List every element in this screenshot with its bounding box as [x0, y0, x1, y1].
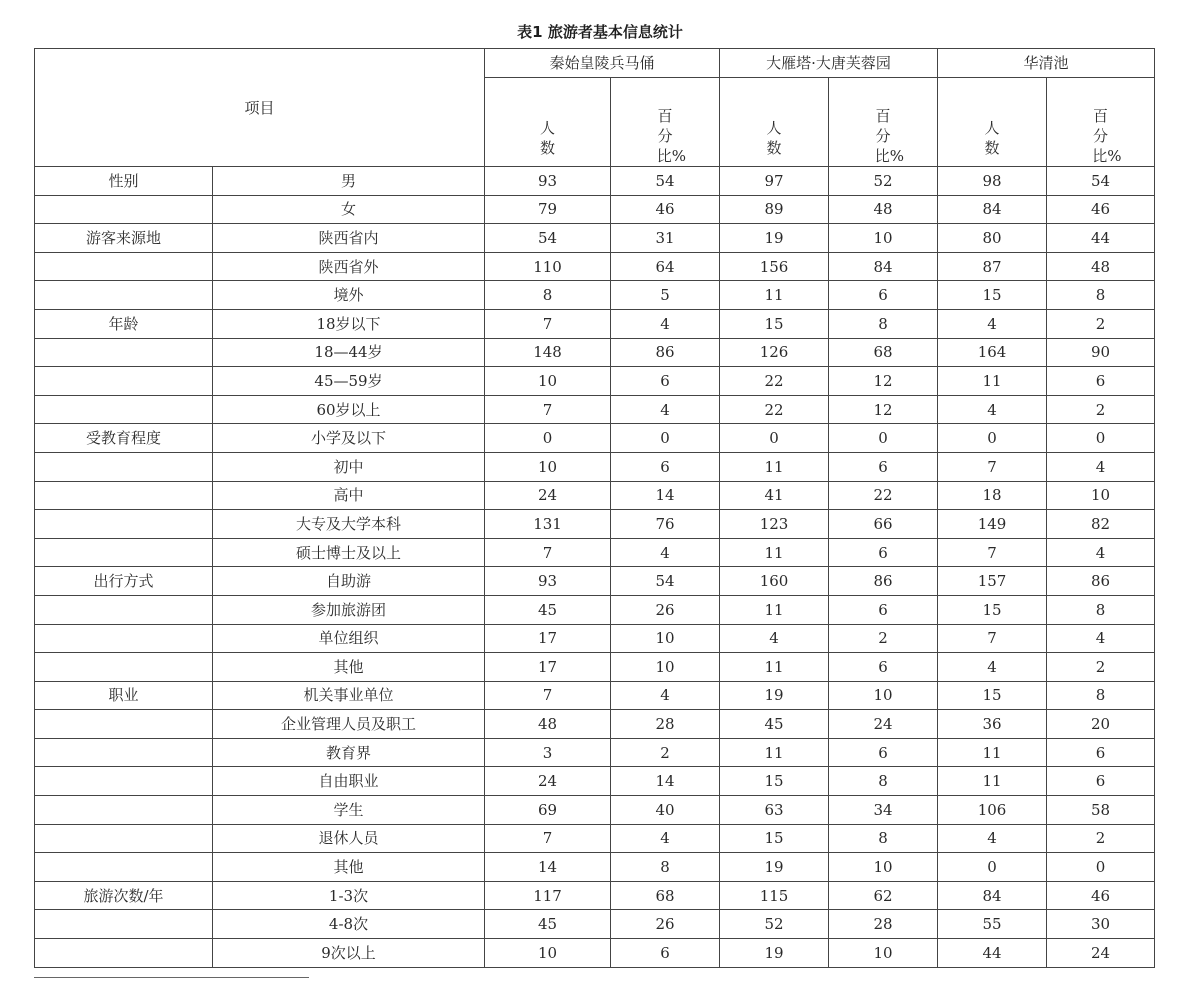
category-cell — [35, 452, 213, 481]
table-row — [35, 281, 1155, 310]
header-row-sites — [35, 49, 1155, 78]
percent-cell: 12 — [829, 367, 938, 396]
table-row — [35, 510, 1155, 539]
percent-cell: 4 — [611, 824, 720, 853]
percent-header: 百分比% — [1047, 78, 1155, 167]
site-header-terracotta: 秦始皇陵兵马俑 — [485, 49, 720, 78]
count-cell: 55 — [938, 910, 1047, 939]
table-body — [35, 167, 1155, 968]
table-row — [35, 195, 1155, 224]
category-cell — [35, 338, 213, 367]
count-cell: 7 — [938, 452, 1047, 481]
table-row — [35, 167, 1155, 196]
percent-cell: 6 — [829, 452, 938, 481]
category-cell: 出行方式 — [35, 567, 213, 596]
item-cell: 境外 — [213, 281, 485, 310]
footnote-separator — [34, 977, 309, 978]
percent-cell: 6 — [1047, 367, 1155, 396]
percent-cell: 52 — [829, 167, 938, 196]
count-cell: 117 — [485, 881, 611, 910]
count-cell: 0 — [720, 424, 829, 453]
category-cell — [35, 595, 213, 624]
count-cell: 8 — [485, 281, 611, 310]
count-cell: 24 — [485, 481, 611, 510]
table-row — [35, 910, 1155, 939]
percent-cell: 48 — [1047, 252, 1155, 281]
count-cell: 11 — [720, 653, 829, 682]
percent-cell: 8 — [829, 767, 938, 796]
table-row — [35, 767, 1155, 796]
count-cell: 15 — [938, 595, 1047, 624]
item-cell: 小学及以下 — [213, 424, 485, 453]
category-cell — [35, 939, 213, 968]
item-cell: 参加旅游团 — [213, 595, 485, 624]
category-cell — [35, 796, 213, 825]
table-row — [35, 567, 1155, 596]
count-header: 人数 — [720, 78, 829, 167]
percent-cell: 28 — [611, 710, 720, 739]
item-cell: 硕士博士及以上 — [213, 538, 485, 567]
percent-cell: 24 — [829, 710, 938, 739]
category-cell — [35, 710, 213, 739]
table-caption: 表1 旅游者基本信息统计 — [517, 23, 683, 41]
percent-cell: 86 — [611, 338, 720, 367]
category-cell: 职业 — [35, 681, 213, 710]
category-cell — [35, 853, 213, 882]
site-header-big-wild-goose-pagoda: 大雁塔·大唐芙蓉园 — [720, 49, 938, 78]
count-cell: 126 — [720, 338, 829, 367]
item-cell: 18—44岁 — [213, 338, 485, 367]
count-cell: 15 — [938, 681, 1047, 710]
percent-cell: 4 — [1047, 452, 1155, 481]
count-cell: 149 — [938, 510, 1047, 539]
count-cell: 131 — [485, 510, 611, 539]
percent-cell: 4 — [1047, 624, 1155, 653]
count-cell: 93 — [485, 167, 611, 196]
percent-cell: 22 — [829, 481, 938, 510]
count-cell: 164 — [938, 338, 1047, 367]
count-cell: 10 — [485, 939, 611, 968]
count-cell: 19 — [720, 224, 829, 253]
item-cell: 男 — [213, 167, 485, 196]
count-cell: 148 — [485, 338, 611, 367]
percent-cell: 68 — [611, 881, 720, 910]
percent-cell: 6 — [611, 367, 720, 396]
item-cell: 4-8次 — [213, 910, 485, 939]
table-row — [35, 710, 1155, 739]
percent-cell: 46 — [1047, 195, 1155, 224]
category-cell — [35, 624, 213, 653]
count-cell: 45 — [720, 710, 829, 739]
count-cell: 0 — [485, 424, 611, 453]
percent-cell: 4 — [611, 395, 720, 424]
category-cell: 旅游次数/年 — [35, 881, 213, 910]
category-cell — [35, 481, 213, 510]
category-cell — [35, 910, 213, 939]
percent-cell: 8 — [829, 824, 938, 853]
count-cell: 45 — [485, 910, 611, 939]
count-cell: 7 — [485, 395, 611, 424]
count-cell: 45 — [485, 595, 611, 624]
percent-cell: 84 — [829, 252, 938, 281]
count-cell: 110 — [485, 252, 611, 281]
count-cell: 15 — [720, 767, 829, 796]
percent-cell: 5 — [611, 281, 720, 310]
percent-cell: 54 — [1047, 167, 1155, 196]
percent-cell: 10 — [829, 224, 938, 253]
percent-cell: 10 — [1047, 481, 1155, 510]
percent-header: 百分比% — [611, 78, 720, 167]
count-cell: 11 — [720, 452, 829, 481]
table-row — [35, 881, 1155, 910]
count-cell: 79 — [485, 195, 611, 224]
percent-cell: 2 — [1047, 824, 1155, 853]
count-cell: 69 — [485, 796, 611, 825]
item-cell: 退休人员 — [213, 824, 485, 853]
table-row — [35, 338, 1155, 367]
item-cell: 其他 — [213, 653, 485, 682]
percent-cell: 4 — [1047, 538, 1155, 567]
percent-cell: 8 — [1047, 595, 1155, 624]
count-cell: 93 — [485, 567, 611, 596]
category-cell — [35, 367, 213, 396]
percent-cell: 46 — [1047, 881, 1155, 910]
item-cell: 陕西省内 — [213, 224, 485, 253]
count-cell: 123 — [720, 510, 829, 539]
count-cell: 7 — [938, 538, 1047, 567]
table-row — [35, 424, 1155, 453]
table-row — [35, 252, 1155, 281]
category-cell: 受教育程度 — [35, 424, 213, 453]
count-cell: 24 — [485, 767, 611, 796]
percent-cell: 48 — [829, 195, 938, 224]
percent-header: 百分比% — [829, 78, 938, 167]
table-row — [35, 595, 1155, 624]
count-cell: 10 — [485, 452, 611, 481]
percent-cell: 26 — [611, 595, 720, 624]
count-cell: 160 — [720, 567, 829, 596]
item-cell: 初中 — [213, 452, 485, 481]
percent-cell: 90 — [1047, 338, 1155, 367]
percent-cell: 58 — [1047, 796, 1155, 825]
percent-cell: 10 — [829, 939, 938, 968]
percent-cell: 82 — [1047, 510, 1155, 539]
count-cell: 0 — [938, 424, 1047, 453]
count-cell: 11 — [720, 281, 829, 310]
percent-cell: 2 — [1047, 395, 1155, 424]
count-cell: 0 — [938, 853, 1047, 882]
percent-cell: 4 — [611, 309, 720, 338]
table-row — [35, 309, 1155, 338]
item-cell: 1-3次 — [213, 881, 485, 910]
count-cell: 11 — [720, 738, 829, 767]
percent-cell: 10 — [611, 624, 720, 653]
category-cell — [35, 281, 213, 310]
item-cell: 陕西省外 — [213, 252, 485, 281]
percent-cell: 0 — [1047, 424, 1155, 453]
item-cell: 高中 — [213, 481, 485, 510]
count-cell: 4 — [720, 624, 829, 653]
item-header: 项目 — [35, 49, 485, 167]
percent-cell: 8 — [611, 853, 720, 882]
table-row — [35, 824, 1155, 853]
item-cell: 9次以上 — [213, 939, 485, 968]
count-cell: 4 — [938, 824, 1047, 853]
count-cell: 41 — [720, 481, 829, 510]
percent-cell: 6 — [829, 595, 938, 624]
count-cell: 11 — [938, 367, 1047, 396]
percent-cell: 6 — [829, 653, 938, 682]
percent-cell: 10 — [829, 853, 938, 882]
percent-cell: 34 — [829, 796, 938, 825]
category-cell — [35, 195, 213, 224]
count-cell: 19 — [720, 681, 829, 710]
count-cell: 7 — [485, 681, 611, 710]
count-cell: 11 — [720, 538, 829, 567]
category-cell — [35, 767, 213, 796]
count-cell: 14 — [485, 853, 611, 882]
table-row — [35, 939, 1155, 968]
percent-cell: 0 — [611, 424, 720, 453]
percent-cell: 28 — [829, 910, 938, 939]
count-cell: 84 — [938, 195, 1047, 224]
count-cell: 48 — [485, 710, 611, 739]
count-cell: 15 — [720, 824, 829, 853]
category-cell: 游客来源地 — [35, 224, 213, 253]
table-row — [35, 738, 1155, 767]
count-cell: 7 — [485, 309, 611, 338]
category-cell — [35, 510, 213, 539]
item-cell: 企业管理人员及职工 — [213, 710, 485, 739]
item-cell: 学生 — [213, 796, 485, 825]
count-cell: 15 — [720, 309, 829, 338]
count-cell: 7 — [485, 538, 611, 567]
category-cell — [35, 824, 213, 853]
percent-cell: 40 — [611, 796, 720, 825]
percent-cell: 24 — [1047, 939, 1155, 968]
count-cell: 11 — [938, 738, 1047, 767]
percent-cell: 6 — [829, 281, 938, 310]
percent-cell: 20 — [1047, 710, 1155, 739]
percent-cell: 2 — [829, 624, 938, 653]
category-cell: 年龄 — [35, 309, 213, 338]
count-header: 人数 — [938, 78, 1047, 167]
table-row — [35, 796, 1155, 825]
percent-cell: 6 — [611, 939, 720, 968]
count-cell: 15 — [938, 281, 1047, 310]
count-cell: 10 — [485, 367, 611, 396]
count-cell: 4 — [938, 653, 1047, 682]
percent-cell: 66 — [829, 510, 938, 539]
percent-cell: 2 — [1047, 653, 1155, 682]
count-cell: 22 — [720, 395, 829, 424]
item-cell: 教育界 — [213, 738, 485, 767]
percent-cell: 4 — [611, 681, 720, 710]
count-cell: 17 — [485, 653, 611, 682]
item-cell: 大专及大学本科 — [213, 510, 485, 539]
count-cell: 36 — [938, 710, 1047, 739]
count-header: 人数 — [485, 78, 611, 167]
count-cell: 11 — [720, 595, 829, 624]
percent-cell: 8 — [1047, 681, 1155, 710]
percent-cell: 64 — [611, 252, 720, 281]
percent-cell: 6 — [1047, 738, 1155, 767]
category-cell — [35, 653, 213, 682]
count-cell: 156 — [720, 252, 829, 281]
count-cell: 87 — [938, 252, 1047, 281]
category-cell — [35, 738, 213, 767]
percent-cell: 4 — [611, 538, 720, 567]
percent-cell: 2 — [1047, 309, 1155, 338]
percent-cell: 54 — [611, 167, 720, 196]
table-row — [35, 681, 1155, 710]
category-cell — [35, 538, 213, 567]
count-cell: 84 — [938, 881, 1047, 910]
table-row — [35, 481, 1155, 510]
percent-cell: 26 — [611, 910, 720, 939]
percent-cell: 86 — [1047, 567, 1155, 596]
count-cell: 44 — [938, 939, 1047, 968]
item-cell: 女 — [213, 195, 485, 224]
count-cell: 54 — [485, 224, 611, 253]
percent-cell: 44 — [1047, 224, 1155, 253]
percent-cell: 68 — [829, 338, 938, 367]
count-cell: 4 — [938, 309, 1047, 338]
count-cell: 7 — [938, 624, 1047, 653]
percent-cell: 8 — [829, 309, 938, 338]
count-cell: 80 — [938, 224, 1047, 253]
percent-cell: 76 — [611, 510, 720, 539]
count-cell: 157 — [938, 567, 1047, 596]
item-cell: 60岁以上 — [213, 395, 485, 424]
percent-cell: 0 — [829, 424, 938, 453]
category-cell: 性别 — [35, 167, 213, 196]
percent-cell: 86 — [829, 567, 938, 596]
percent-cell: 6 — [1047, 767, 1155, 796]
percent-cell: 62 — [829, 881, 938, 910]
percent-cell: 30 — [1047, 910, 1155, 939]
percent-cell: 0 — [1047, 853, 1155, 882]
count-cell: 19 — [720, 853, 829, 882]
count-cell: 115 — [720, 881, 829, 910]
percent-cell: 46 — [611, 195, 720, 224]
visitor-statistics-table — [34, 48, 1155, 968]
site-header-huaqing-pool: 华清池 — [938, 49, 1155, 78]
percent-cell: 2 — [611, 738, 720, 767]
count-cell: 106 — [938, 796, 1047, 825]
category-cell — [35, 252, 213, 281]
item-cell: 18岁以下 — [213, 309, 485, 338]
count-cell: 3 — [485, 738, 611, 767]
percent-cell: 10 — [829, 681, 938, 710]
table-row — [35, 367, 1155, 396]
percent-cell: 31 — [611, 224, 720, 253]
item-cell: 其他 — [213, 853, 485, 882]
table-row — [35, 538, 1155, 567]
count-cell: 7 — [485, 824, 611, 853]
category-cell — [35, 395, 213, 424]
percent-cell: 8 — [1047, 281, 1155, 310]
table-row — [35, 452, 1155, 481]
count-cell: 18 — [938, 481, 1047, 510]
count-cell: 19 — [720, 939, 829, 968]
count-cell: 89 — [720, 195, 829, 224]
count-cell: 22 — [720, 367, 829, 396]
percent-cell: 14 — [611, 767, 720, 796]
percent-cell: 10 — [611, 653, 720, 682]
table-row — [35, 853, 1155, 882]
item-cell: 机关事业单位 — [213, 681, 485, 710]
count-cell: 52 — [720, 910, 829, 939]
table-row — [35, 224, 1155, 253]
table-row — [35, 624, 1155, 653]
item-cell: 自由职业 — [213, 767, 485, 796]
item-cell: 45—59岁 — [213, 367, 485, 396]
count-cell: 63 — [720, 796, 829, 825]
count-cell: 11 — [938, 767, 1047, 796]
item-cell: 自助游 — [213, 567, 485, 596]
percent-cell: 14 — [611, 481, 720, 510]
item-cell: 单位组织 — [213, 624, 485, 653]
table-row — [35, 653, 1155, 682]
count-cell: 97 — [720, 167, 829, 196]
percent-cell: 54 — [611, 567, 720, 596]
percent-cell: 6 — [611, 452, 720, 481]
percent-cell: 6 — [829, 738, 938, 767]
percent-cell: 6 — [829, 538, 938, 567]
percent-cell: 12 — [829, 395, 938, 424]
count-cell: 4 — [938, 395, 1047, 424]
table-row — [35, 395, 1155, 424]
count-cell: 98 — [938, 167, 1047, 196]
count-cell: 17 — [485, 624, 611, 653]
